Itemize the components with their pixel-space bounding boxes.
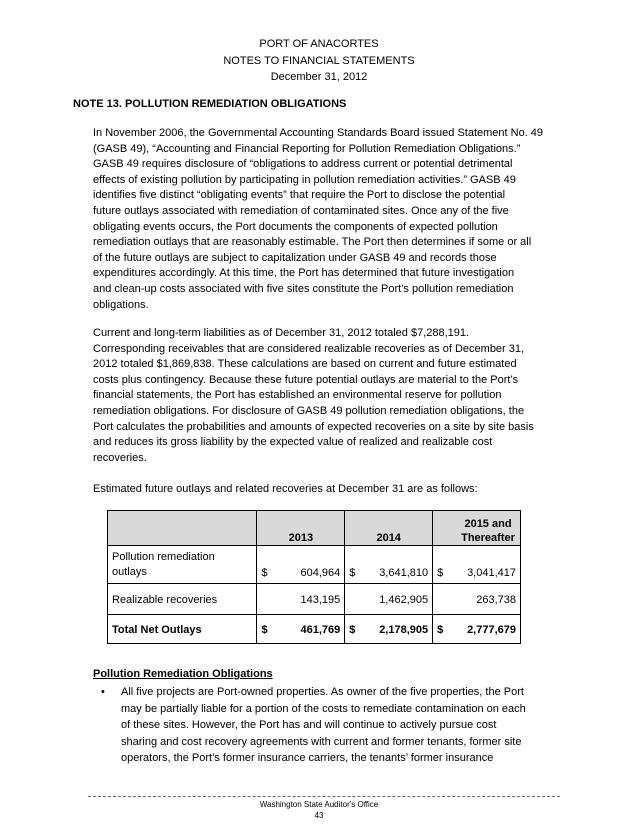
row-label: Pollution remediation outlays: [108, 546, 257, 584]
table-cell: [433, 546, 521, 584]
text-line: 2012 totaled $1,869,838. These calculations are based on current and future estimated: [93, 358, 517, 371]
row-label: Total Net Outlays: [108, 615, 257, 644]
text-line: and reduces its gross liability by the expected value of realized and realizable cost: [93, 436, 493, 449]
currency-symbol: $: [437, 624, 444, 636]
section-heading: Pollution Remediation Obligations: [93, 668, 273, 680]
text-line: of the future outlays are subject to capitalization under GASB 49 and records those: [93, 251, 497, 264]
cell-value: 3,041,417: [467, 567, 516, 579]
report-date: December 31, 2012: [270, 71, 368, 83]
text-line: GASB 49 requires disclosure of “obligations to address current or potential detrimental: [93, 158, 513, 171]
currency-symbol: $: [261, 624, 268, 636]
text-line: effects of existing pollution by participating in pollution remediation activities.” GASB 49: [93, 173, 516, 186]
text-line: Corresponding receivables that are considered realizable recoveries as of December 31,: [93, 342, 525, 355]
cell-value: 604,964: [300, 567, 341, 579]
cell-value: 263,738: [476, 594, 516, 606]
text-line: obligating events occurs, the Port documents the components of expected pollution: [93, 220, 498, 233]
text-line: of these sites. However, the Port has and will continue to actively pursue cost: [121, 719, 497, 731]
text-line: remediation outlays that are reasonably estimable. The Port then determines if some or all: [93, 236, 532, 249]
text-line: remediation obligations. For disclosure of GASB 49 pollution remediation obligations, the: [93, 404, 525, 417]
paragraph-table-intro: Estimated future outlays and related recoveries at December 31 are as follows:: [93, 483, 478, 495]
text-line: identifies five distinct “obligating events” that require the Port to disclose the potential: [93, 189, 506, 202]
cell-value: 3,641,810: [379, 567, 429, 579]
page-number: 43: [314, 811, 324, 820]
text-line: In November 2006, the Governmental Accounting Standards Board issued Statement No. 49: [93, 127, 544, 139]
text-line: financial statements, the Port has established an environmental reserve for pollution: [93, 389, 502, 402]
table-cell: [433, 584, 521, 615]
text-line: operators, the Port’s former insurance carriers, the tenants’ former insurance: [121, 752, 494, 764]
note-title: NOTE 13. POLLUTION REMEDIATION OBLIGATIONS: [73, 98, 347, 110]
table-row: [108, 584, 521, 615]
table-header-row: [108, 511, 521, 546]
table-cell: [345, 546, 433, 584]
table-cell: [345, 584, 433, 615]
text-line: Port calculates the probabilities and amounts of expected recoveries on a site by site basis: [93, 420, 534, 433]
text-line: expenditures accordingly. At this time, the Port has determined that future investigation: [93, 267, 515, 280]
cell-value: 1,462,905: [379, 594, 429, 606]
text-line: recoveries.: [93, 451, 147, 464]
paragraph-liabilities: [93, 326, 569, 466]
table-header-cell: 2013: [257, 511, 345, 546]
outlays-table: [107, 510, 521, 644]
text-line: obligations.: [93, 298, 149, 311]
text-line: costs plus contingency. Because these future potential outlays are material to the Port’s: [93, 373, 519, 386]
bullet-paragraph: [121, 684, 571, 767]
text-line: may be partially liable for a portion of the costs to remediate contamination on each: [121, 702, 526, 715]
table-header-blank: [108, 511, 257, 546]
currency-symbol: $: [261, 567, 268, 579]
currency-symbol: $: [349, 624, 356, 636]
footer-office: Washington State Auditor's Office: [259, 800, 379, 809]
bullet-icon: •: [101, 686, 105, 698]
table-header-cell: [433, 511, 521, 546]
report-subtitle: NOTES TO FINANCIAL STATEMENTS: [223, 55, 415, 67]
text-line: (GASB 49), “Accounting and Financial Reporting for Pollution Remediation Obligations.”: [93, 142, 521, 155]
cell-value: 2,178,905: [379, 624, 429, 636]
table-cell: [257, 546, 345, 584]
table-row-total: [108, 615, 521, 644]
column-heading-2015: 2015 and Thereafter: [461, 518, 515, 544]
paragraph-gasb49: [93, 126, 569, 313]
cell-value: 461,769: [300, 624, 341, 636]
text-line: All five projects are Port-owned properties. As owner of the five properties, the Port: [121, 686, 524, 698]
row-label: Realizable recoveries: [108, 584, 257, 615]
table-cell: [257, 584, 345, 615]
currency-symbol: $: [349, 567, 356, 579]
text-line: Current and long-term liabilities as of December 31, 2012 totaled $7,288,191.: [93, 327, 470, 339]
currency-symbol: $: [437, 567, 444, 579]
table-row: [108, 546, 521, 584]
report-org: PORT OF ANACORTES: [259, 38, 379, 50]
text-line: future outlays associated with remediation of contaminated sites. Once any of the five: [93, 204, 509, 217]
cell-value: 2,777,679: [467, 624, 516, 636]
table-cell: [257, 615, 345, 644]
text-line: and clean-up costs associated with five sites constitute the Port’s pollution remediation: [93, 282, 514, 295]
table-cell: [433, 615, 521, 644]
cell-value: 143,195: [300, 594, 341, 606]
table-header-cell: 2014: [345, 511, 433, 546]
text-line: sharing and cost recovery agreements with current and former tenants, former site: [121, 735, 522, 748]
table-cell: [345, 615, 433, 644]
footer-divider: [88, 796, 560, 797]
